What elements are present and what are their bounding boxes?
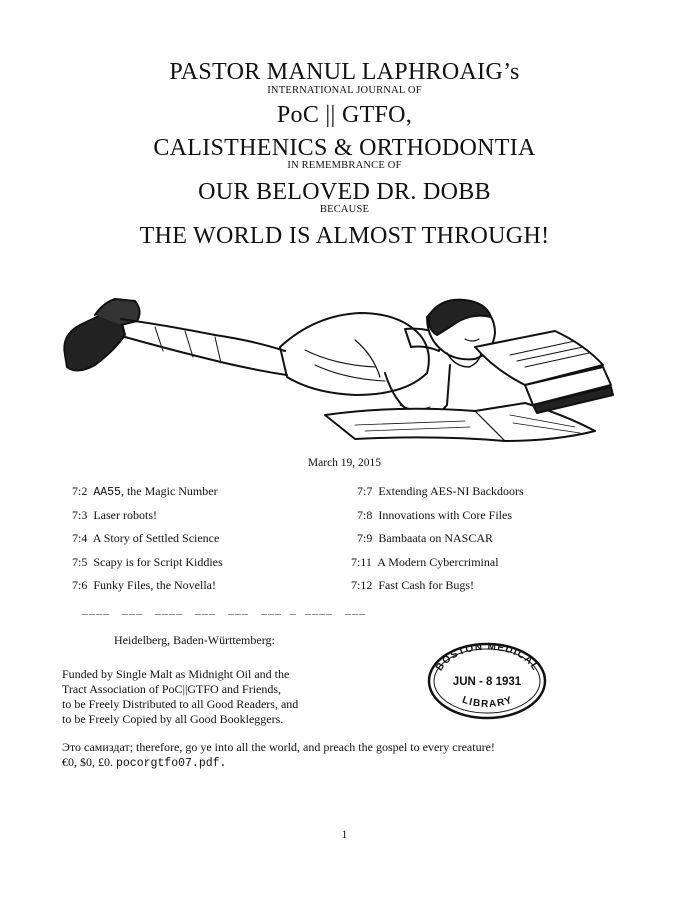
toc-number: 7:6 xyxy=(72,578,88,592)
masthead-line-7: BECAUSE xyxy=(319,204,370,215)
journal-title: PoC || GTFO, xyxy=(276,102,413,128)
location: Heidelberg, Baden-Württemberg: xyxy=(114,633,275,647)
toc-title: A Story of Settled Science xyxy=(92,531,220,545)
toc-item xyxy=(72,484,218,499)
price-text: €0, $0, £0. xyxy=(62,755,113,769)
toc-title: A Modern Cybercriminal xyxy=(377,555,499,569)
toc-title: Laser robots! xyxy=(93,508,157,522)
masthead-line-1: PASTOR MANUL LAPHROAIG’s xyxy=(169,59,520,85)
toc-title: Bambaata on NASCAR xyxy=(378,531,493,545)
masthead-line-5: IN REMEMBRANCE OF xyxy=(287,160,402,171)
toc-number: 7:8 xyxy=(357,508,373,522)
toc-title: , the Magic Number xyxy=(120,484,218,498)
toc-item xyxy=(351,555,499,570)
toc-item xyxy=(72,531,219,546)
samizdat-line: Это самиздат; therefore, go ye into all the world, and preach the gospel to every creature! xyxy=(62,740,495,754)
toc-title: Scapy is for Script Kiddies xyxy=(93,555,223,569)
funding-line: Funded by Single Malt as Midnight Oil and the xyxy=(62,667,290,681)
toc-item xyxy=(72,508,157,523)
toc-number: 7:12 xyxy=(351,578,373,592)
masthead-line-2: INTERNATIONAL JOURNAL OF xyxy=(267,85,422,96)
toc-item xyxy=(351,578,474,593)
toc-number: 7:11 xyxy=(351,555,372,569)
funding-line: Tract Association of PoC||GTFO and Friends, xyxy=(62,682,282,696)
svg-text:LIBRARY xyxy=(461,695,515,710)
toc-item xyxy=(72,555,223,570)
funding-paragraph xyxy=(62,667,298,727)
price-line xyxy=(62,755,226,771)
library-stamp xyxy=(425,640,550,722)
pdf-filename: pocorgtfo07.pdf. xyxy=(116,757,227,770)
toc-item xyxy=(357,508,512,523)
masthead-line-4: CALISTHENICS & ORTHODONTIA xyxy=(153,135,536,161)
dash-separator: –––– ––– –––– ––– ––– ––– – –––– ––– xyxy=(82,606,366,620)
toc-title: Funky Files, the Novella! xyxy=(93,578,216,592)
svg-text:BOSTON MEDICAL xyxy=(434,642,541,674)
funding-line: to be Freely Copied by all Good Bookleggers. xyxy=(62,712,284,726)
toc-number: 7:3 xyxy=(72,508,88,522)
boy-reading-illustration xyxy=(55,255,615,455)
masthead-line-8: THE WORLD IS ALMOST THROUGH! xyxy=(139,223,550,249)
toc-item xyxy=(357,531,493,546)
toc-title: Innovations with Core Files xyxy=(378,508,513,522)
toc-number: 7:4 xyxy=(72,531,88,545)
stamp-top-text: BOSTON MEDICAL xyxy=(434,641,541,674)
toc-item xyxy=(72,578,216,593)
toc-title: Extending AES-NI Backdoors xyxy=(378,484,524,498)
toc-number: 7:7 xyxy=(357,484,373,498)
toc-code: AA55 xyxy=(93,486,121,499)
stamp-bottom-text: LIBRARY xyxy=(460,694,515,710)
issue-date: March 19, 2015 xyxy=(307,457,382,469)
masthead-line-6: OUR BELOVED DR. DOBB xyxy=(198,179,491,205)
funding-line: to be Freely Distributed to all Good Readers, and xyxy=(62,697,299,711)
toc-number: 7:2 xyxy=(72,484,88,498)
toc-item xyxy=(357,484,524,499)
toc-number: 7:5 xyxy=(72,555,88,569)
toc-number: 7:9 xyxy=(357,531,373,545)
page-number: 1 xyxy=(341,829,348,841)
stamp-date: JUN - 8 1931 xyxy=(452,676,522,688)
toc-title: Fast Cash for Bugs! xyxy=(378,578,475,592)
